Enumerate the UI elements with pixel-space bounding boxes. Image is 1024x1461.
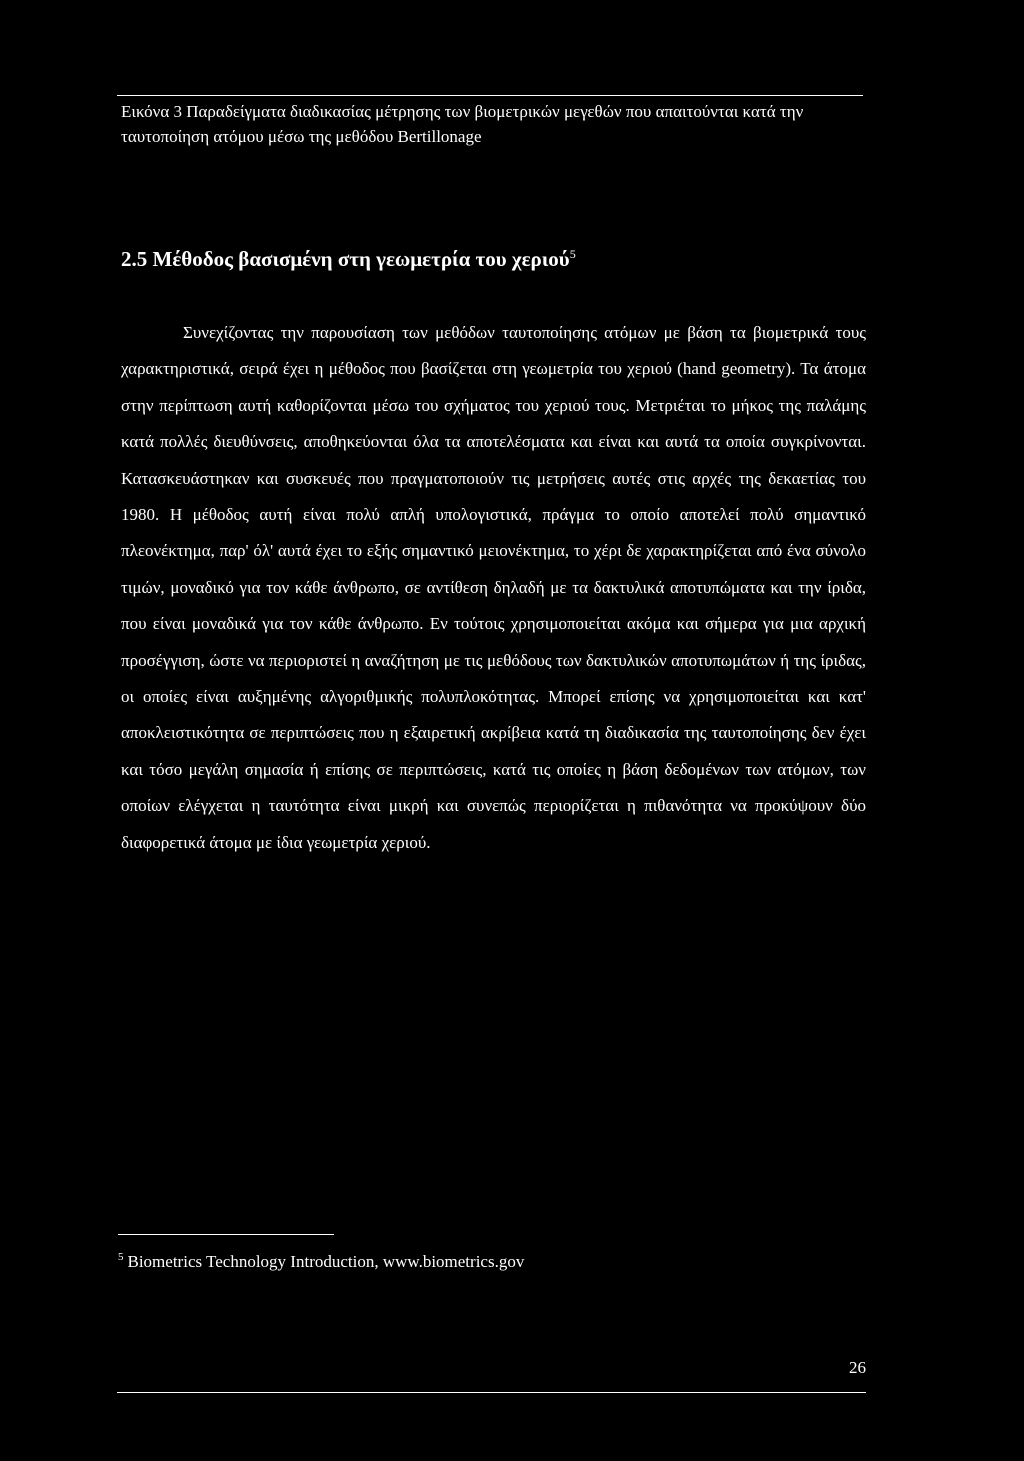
- top-divider: [117, 95, 863, 96]
- body-paragraph: Συνεχίζοντας την παρουσίαση των μεθόδων ταυτοποίησης ατόμων με βάση τα βιομετρικά τους χαρακτηριστικά, σειρά έχει η μέθοδος που βασίζεται στη γεωμετρία του χεριού (hand geometry). Τα άτομα στην περίπτωση αυτή καθορίζονται μέσω του σχήματος του χεριού τους. Μετριέται το μήκος της παλάμης κατά πολλές διευθύνσεις, αποθηκεύονται όλα τα αποτελέσματα και είναι και αυτά τα οποία συγκρίνονται. Κατασκευάστηκαν και συσκευές που πραγματοποιούν τις μετρήσεις αυτές στις αρχές της δεκαετίας του 1980. Η μέθοδος αυτή είναι πολύ απλή υπολογιστικά, πράγμα το οποίο αποτελεί πολύ σημαντικό πλεονέκτημα, παρ' όλ' αυτά έχει το εξής σημαντικό μειονέκτημα, το χέρι δε χαρακτηρίζεται από ένα σύνολο τιμών, μοναδικό για τον κάθε άνθρωπο, σε αντίθεση δηλαδή με τα δακτυλικά αποτυπώματα και την ίριδα, που είναι μοναδικά για τον κάθε άνθρωπο. Εν τούτοις χρησιμοποιείται ακόμα και σήμερα για μια αρχική προσέγγιση, ώστε να περιοριστεί η αναζήτηση με τις μεθόδους των δακτυλικών αποτυπωμάτων ή της ίριδας, οι οποίες είναι αυξημένης αλγοριθμικής πολυπλοκότητας. Μπορεί επίσης να χρησιμοποιείται και κατ' αποκλειστικότητα σε περιπτώσεις που η εξαιρετική ακρίβεια κατά τη διαδικασία της ταυτοποίησης δεν έχει και τόσο μεγάλη σημασία ή επίσης σε περιπτώσεις, κατά τις οποίες η βάση δεδομένων των ατόμων, των οποίων ελέγχεται η ταυτότητα είναι μικρή και συνεπώς περιορίζεται η πιθανότητα να προκύψουν δύο διαφορετικά άτομα με ίδια γεωμετρία χεριού.: [121, 323, 866, 852]
- footnote-text: Biometrics Technology Introduction, www.biometrics.gov: [127, 1252, 525, 1271]
- footnote-marker: 5: [118, 1251, 124, 1264]
- footnote-reference: 5: [569, 247, 576, 261]
- figure-caption: Εικόνα 3 Παραδείγματα διαδικασίας μέτρησης των βιομετρικών μεγεθών που απαιτούνται κατά την ταυτοποίηση ατόμου μέσω της μεθόδου Bertillonage: [121, 102, 804, 146]
- footnote: [118, 1250, 524, 1274]
- section-heading: [121, 244, 861, 274]
- section-heading-text: 2.5 Μέθοδος βασισμένη στη γεωμετρία του χεριού: [121, 247, 570, 271]
- bottom-divider: [117, 1392, 866, 1393]
- page-number: 26: [849, 1358, 866, 1377]
- footnote-divider: [118, 1234, 334, 1235]
